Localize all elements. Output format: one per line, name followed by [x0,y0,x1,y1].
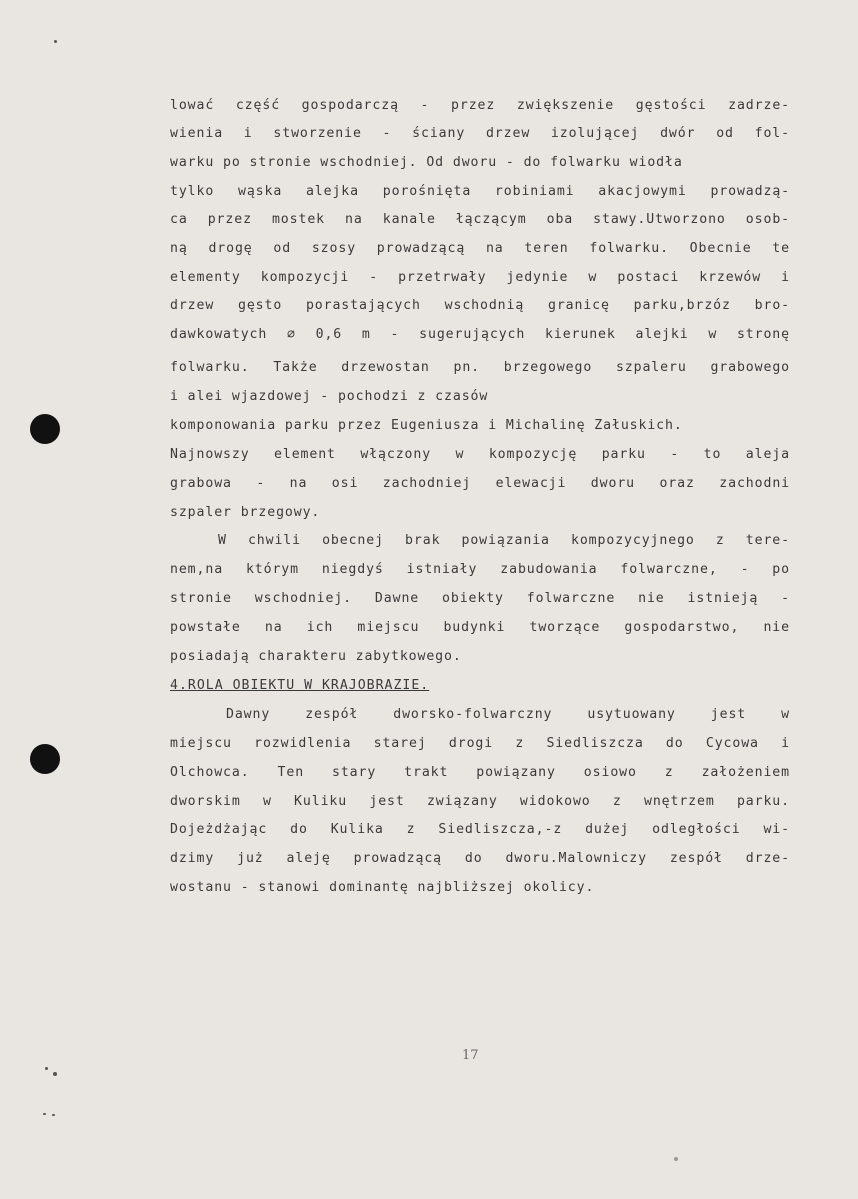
text-line: stronie wschodniej. Dawne obiekty folwarczne nie istnieją - [170,591,790,606]
scan-speck [54,40,57,43]
text-line: ną drogę od szosy prowadzącą na teren folwarku. Obecnie te [170,241,790,256]
text-line: drzew gęsto porastających wschodnią granicę parku,brzóz bro- [170,298,790,313]
text-line: szpaler brzegowy. [170,505,321,520]
text-line: wostanu - stanowi dominantę najbliższej okolicy. [170,880,595,895]
text-line: nem,na którym niegdyś istniały zabudowania folwarczne, - po [170,562,790,577]
text-line: warku po stronie wschodniej. Od dworu - do folwarku wiodła [170,155,683,170]
text-line: ca przez mostek na kanale łączącym oba stawy.Utworzono osob- [170,212,790,227]
punch-hole-top [30,414,60,444]
text-line: Najnowszy element włączony w kompozycję parku - to aleja [170,447,790,462]
section-heading: 4.ROLA OBIEKTU W KRAJOBRAZIE. [170,678,430,693]
scan-speck [674,1157,678,1161]
text-line: miejscu rozwidlenia starej drogi z Siedliszcza do Cycowa i [170,736,790,751]
text-line: Olchowca. Ten stary trakt powiązany osiowo z założeniem [170,765,790,780]
scan-speck [52,1114,55,1116]
text-line: Dojeżdżając do Kulika z Siedliszcza,-z dużej odległości wi- [170,822,790,837]
punch-hole-bottom [30,744,60,774]
text-line: i alei wjazdowej - pochodzi z czasów [170,389,489,404]
text-line: dzimy już aleję prowadzącą do dworu.Malowniczy zespół drze- [170,851,790,866]
text-line: folwarku. Także drzewostan pn. brzegowego szpaleru grabowego [170,360,790,375]
scan-speck [45,1067,48,1070]
text-line: W chwili obecnej brak powiązania kompozycyjnego z tere- [218,533,790,548]
text-line: tylko wąska alejka porośnięta robiniami akacjowymi prowadzą- [170,184,790,199]
text-line: dawkowatych ∅ 0,6 m - sugerujących kierunek alejki w stronę [170,327,790,342]
text-line: wienia i stworzenie - ściany drzew izolującej dwór od fol- [170,126,790,141]
text-line: lować część gospodarczą - przez zwiększenie gęstości zadrze- [170,98,790,113]
page-number: 17 [462,1048,479,1063]
text-line: elementy kompozycji - przetrwały jedynie w postaci krzewów i [170,270,790,285]
scan-speck [43,1113,46,1115]
scan-speck [53,1072,57,1076]
text-line: komponowania parku przez Eugeniusza i Michalinę Załuskich. [170,418,683,433]
text-line: posiadają charakteru zabytkowego. [170,649,462,664]
text-line: powstałe na ich miejscu budynki tworzące gospodarstwo, nie [170,620,790,635]
text-line: Dawny zespół dworsko-folwarczny usytuowany jest w [226,707,790,722]
text-line: grabowa - na osi zachodniej elewacji dworu oraz zachodni [170,476,790,491]
text-line: dworskim w Kuliku jest związany widokowo z wnętrzem parku. [170,794,790,809]
